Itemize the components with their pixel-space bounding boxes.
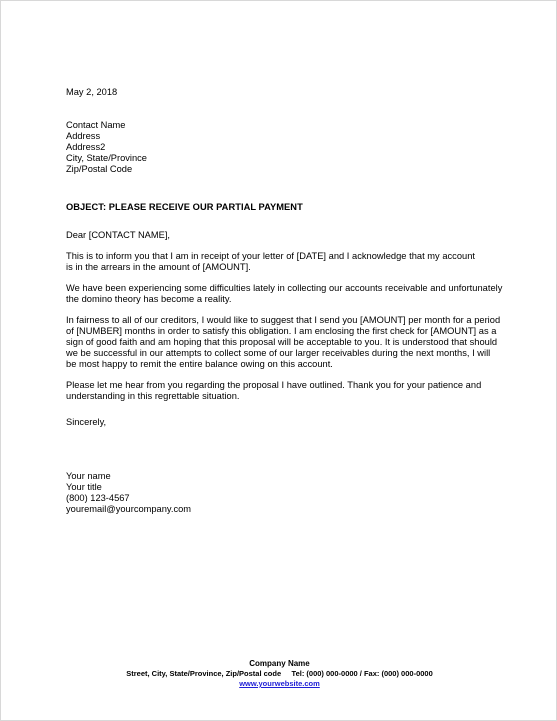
- paragraph-line: This is to inform you that I am in receipt of your letter of [DATE] and I acknowledge that my account: [66, 251, 476, 261]
- paragraph-line: Please let me hear from you regarding the proposal I have outlined. Thank you for your patience and: [66, 380, 482, 390]
- paragraph-line: is in the arrears in the amount of [AMOUNT].: [66, 262, 251, 272]
- letter-salutation: Dear [CONTACT NAME],: [66, 230, 170, 240]
- paragraph-2: [66, 283, 503, 305]
- recipient-city-state: City, State/Province: [66, 153, 147, 163]
- paragraph-1: [66, 251, 496, 273]
- signer-name: Your name: [66, 471, 111, 481]
- recipient-zip: Zip/Postal Code: [66, 164, 133, 174]
- paragraph-line: the domino theory has become a reality.: [66, 294, 232, 304]
- paragraph-line: of [NUMBER] months in order to satisfy this obligation. I am enclosing the first check for [AMOUNT] as a: [66, 326, 497, 336]
- letter-closing: Sincerely,: [66, 417, 107, 427]
- footer-address-contact: Street, City, State/Province, Zip/Postal code Tel: (000) 000-0000 / Fax: (000) 000-0000: [126, 669, 433, 678]
- recipient-address2: Address2: [66, 142, 106, 152]
- footer-website-link[interactable]: www.yourwebsite.com: [239, 679, 320, 688]
- footer-company-name: Company Name: [249, 659, 310, 668]
- paragraph-4: [66, 380, 496, 402]
- signer-title: Your title: [66, 482, 102, 492]
- letter-date: May 2, 2018: [66, 87, 118, 97]
- paragraph-line: understanding in this regrettable situation.: [66, 391, 240, 401]
- recipient-name: Contact Name: [66, 120, 126, 130]
- page-footer: [1, 659, 557, 689]
- letter-subject: OBJECT: PLEASE RECEIVE OUR PARTIAL PAYMENT: [66, 202, 303, 212]
- paragraph-line: We have been experiencing some difficulties lately in collecting our accounts receivable and unfortunately: [66, 283, 503, 293]
- signature-block: [66, 471, 496, 515]
- recipient-address-block: [66, 120, 496, 175]
- paragraph-line: be most happy to remit the entire balance owing on this account.: [66, 359, 333, 369]
- letter-body: [66, 87, 503, 515]
- paragraph-line: sign of good faith and am hoping that this proposal will be acceptable to you. It is understood that should: [66, 337, 498, 347]
- signer-email: youremail@yourcompany.com: [66, 504, 192, 514]
- paragraph-3: [66, 315, 501, 370]
- signer-phone: (800) 123-4567: [66, 493, 130, 503]
- recipient-address1: Address: [66, 131, 101, 141]
- paragraph-line: we be successful in our attempts to collect some of our larger receivables during the next months, I will: [66, 348, 491, 358]
- paragraph-line: In fairness to all of our creditors, I would like to suggest that I send you [AMOUNT] per month for a period: [66, 315, 501, 325]
